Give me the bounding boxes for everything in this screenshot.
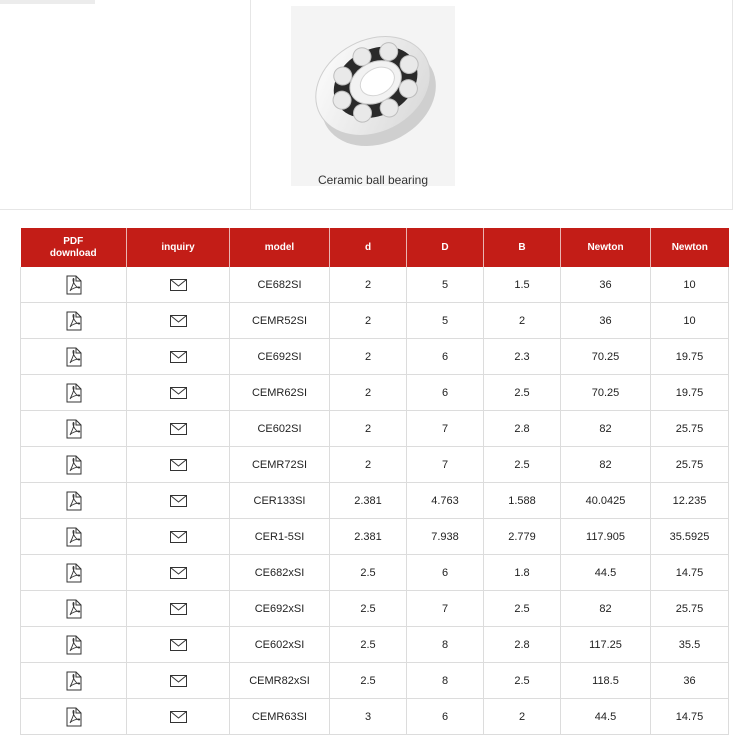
cell-B: 2.3: [484, 339, 561, 375]
cell-model[interactable]: CE682xSI: [230, 555, 330, 591]
pdf-icon[interactable]: [65, 527, 83, 547]
cell-newton-1: 118.5: [561, 663, 651, 699]
table-row: [21, 555, 729, 591]
cell-newton-2: 19.75: [651, 339, 729, 375]
pdf-cell: [21, 519, 127, 555]
cell-D: 7: [407, 591, 484, 627]
cell-newton-2: 10: [651, 303, 729, 339]
cell-D: 7: [407, 411, 484, 447]
pdf-icon[interactable]: [65, 455, 83, 475]
mail-icon[interactable]: [170, 675, 187, 687]
cell-d: 2: [330, 303, 407, 339]
cell-newton-2: 19.75: [651, 375, 729, 411]
inquiry-cell: [127, 555, 230, 591]
pdf-cell: [21, 339, 127, 375]
cell-B: 2.8: [484, 411, 561, 447]
mail-icon[interactable]: [170, 351, 187, 363]
cell-model[interactable]: CEMR72SI: [230, 447, 330, 483]
mail-icon[interactable]: [170, 495, 187, 507]
table-row: [21, 339, 729, 375]
cell-D: 8: [407, 663, 484, 699]
inquiry-cell: [127, 267, 230, 303]
table-row: [21, 447, 729, 483]
cell-B: 2: [484, 303, 561, 339]
pdf-icon[interactable]: [65, 383, 83, 403]
cell-D: 4.763: [407, 483, 484, 519]
pdf-icon[interactable]: [65, 275, 83, 295]
pdf-icon[interactable]: [65, 311, 83, 331]
cell-B: 1.588: [484, 483, 561, 519]
inquiry-cell: [127, 663, 230, 699]
cell-newton-1: 82: [561, 411, 651, 447]
inquiry-cell: [127, 375, 230, 411]
pdf-icon[interactable]: [65, 671, 83, 691]
header-B: B: [484, 228, 561, 267]
table-row: [21, 519, 729, 555]
cell-model[interactable]: CEMR62SI: [230, 375, 330, 411]
cell-d: 2: [330, 411, 407, 447]
product-card: [0, 0, 733, 210]
header-newton-2: Newton: [651, 228, 729, 267]
table-row: [21, 267, 729, 303]
inquiry-cell: [127, 303, 230, 339]
pdf-cell: [21, 303, 127, 339]
cell-d: 2: [330, 375, 407, 411]
cell-D: 6: [407, 375, 484, 411]
mail-icon[interactable]: [170, 639, 187, 651]
pdf-cell: [21, 663, 127, 699]
inquiry-cell: [127, 447, 230, 483]
cell-newton-1: 70.25: [561, 375, 651, 411]
cell-newton-1: 82: [561, 447, 651, 483]
pdf-icon[interactable]: [65, 419, 83, 439]
cell-model[interactable]: CE602SI: [230, 411, 330, 447]
cell-newton-2: 35.5: [651, 627, 729, 663]
cell-D: 6: [407, 555, 484, 591]
header-newton-1: Newton: [561, 228, 651, 267]
inquiry-cell: [127, 627, 230, 663]
table-row: [21, 627, 729, 663]
cell-B: 2.779: [484, 519, 561, 555]
card-divider: [250, 0, 251, 210]
table-row: [21, 375, 729, 411]
cell-d: 2: [330, 267, 407, 303]
cell-newton-2: 25.75: [651, 411, 729, 447]
pdf-cell: [21, 627, 127, 663]
product-caption: Ceramic ball bearing: [317, 173, 429, 187]
cell-B: 1.5: [484, 267, 561, 303]
cell-model[interactable]: CE602xSI: [230, 627, 330, 663]
header-d: d: [330, 228, 407, 267]
header-D: D: [407, 228, 484, 267]
inquiry-cell: [127, 339, 230, 375]
cell-model[interactable]: CEMR82xSI: [230, 663, 330, 699]
pdf-icon[interactable]: [65, 491, 83, 511]
mail-icon[interactable]: [170, 711, 187, 723]
cell-model[interactable]: CE692SI: [230, 339, 330, 375]
cell-d: 2.5: [330, 591, 407, 627]
mail-icon[interactable]: [170, 531, 187, 543]
pdf-cell: [21, 699, 127, 735]
cell-newton-2: 25.75: [651, 591, 729, 627]
mail-icon[interactable]: [170, 459, 187, 471]
pdf-cell: [21, 375, 127, 411]
cell-d: 2.381: [330, 519, 407, 555]
cell-d: 3: [330, 699, 407, 735]
cell-newton-1: 82: [561, 591, 651, 627]
inquiry-cell: [127, 411, 230, 447]
mail-icon[interactable]: [170, 279, 187, 291]
pdf-cell: [21, 267, 127, 303]
mail-icon[interactable]: [170, 315, 187, 327]
cell-D: 8: [407, 627, 484, 663]
header-model: model: [230, 228, 330, 267]
cell-model[interactable]: CER1-5SI: [230, 519, 330, 555]
cell-newton-1: 117.905: [561, 519, 651, 555]
cell-newton-1: 70.25: [561, 339, 651, 375]
mail-icon[interactable]: [170, 387, 187, 399]
cell-newton-1: 36: [561, 303, 651, 339]
cell-d: 2.5: [330, 627, 407, 663]
table-header-row: [21, 228, 729, 267]
cell-newton-2: 12.235: [651, 483, 729, 519]
cell-D: 5: [407, 267, 484, 303]
spec-table-wrapper: [20, 228, 728, 735]
inquiry-cell: [127, 519, 230, 555]
cell-D: 6: [407, 339, 484, 375]
cell-model[interactable]: CE692xSI: [230, 591, 330, 627]
header-pdf-download: [21, 228, 127, 267]
cell-newton-2: 35.5925: [651, 519, 729, 555]
table-row: [21, 483, 729, 519]
pdf-cell: [21, 483, 127, 519]
cell-d: 2.5: [330, 555, 407, 591]
inquiry-cell: [127, 591, 230, 627]
cell-newton-1: 44.5: [561, 699, 651, 735]
cell-newton-1: 40.0425: [561, 483, 651, 519]
cell-newton-1: 36: [561, 267, 651, 303]
cell-d: 2: [330, 339, 407, 375]
mail-icon[interactable]: [170, 603, 187, 615]
cell-newton-2: 10: [651, 267, 729, 303]
mail-icon[interactable]: [170, 567, 187, 579]
cell-model[interactable]: CE682SI: [230, 267, 330, 303]
cell-D: 6: [407, 699, 484, 735]
table-body: [21, 267, 729, 735]
pdf-cell: [21, 591, 127, 627]
cell-B: 2.5: [484, 663, 561, 699]
table-row: [21, 411, 729, 447]
cell-B: 1.8: [484, 555, 561, 591]
pdf-icon[interactable]: [65, 347, 83, 367]
cell-D: 7: [407, 447, 484, 483]
cell-B: 2.5: [484, 375, 561, 411]
cell-model[interactable]: CEMR52SI: [230, 303, 330, 339]
cell-d: 2.5: [330, 663, 407, 699]
cell-newton-1: 44.5: [561, 555, 651, 591]
header-inquiry: inquiry: [127, 228, 230, 267]
cell-newton-2: 14.75: [651, 699, 729, 735]
cell-newton-2: 14.75: [651, 555, 729, 591]
pdf-icon[interactable]: [65, 599, 83, 619]
table-row: [21, 699, 729, 735]
cell-B: 2.5: [484, 447, 561, 483]
pdf-cell: [21, 447, 127, 483]
cell-D: 7.938: [407, 519, 484, 555]
cell-newton-2: 25.75: [651, 447, 729, 483]
cell-d: 2.381: [330, 483, 407, 519]
cell-D: 5: [407, 303, 484, 339]
pdf-cell: [21, 411, 127, 447]
bearing-spec-table: [20, 228, 729, 735]
cell-newton-1: 117.25: [561, 627, 651, 663]
cell-model[interactable]: CEMR63SI: [230, 699, 330, 735]
inquiry-cell: [127, 483, 230, 519]
bearing-image[interactable]: [291, 6, 455, 186]
cell-model[interactable]: CER133SI: [230, 483, 330, 519]
mail-icon[interactable]: [170, 423, 187, 435]
cell-newton-2: 36: [651, 663, 729, 699]
pdf-icon[interactable]: [65, 707, 83, 727]
table-row: [21, 663, 729, 699]
cell-d: 2: [330, 447, 407, 483]
table-row: [21, 303, 729, 339]
table-row: [21, 591, 729, 627]
cell-B: 2.8: [484, 627, 561, 663]
cell-B: 2.5: [484, 591, 561, 627]
pdf-cell: [21, 555, 127, 591]
pdf-icon[interactable]: [65, 563, 83, 583]
pdf-icon[interactable]: [65, 635, 83, 655]
inquiry-cell: [127, 699, 230, 735]
header-pdf-download-label: PDF download: [49, 235, 97, 259]
cell-B: 2: [484, 699, 561, 735]
